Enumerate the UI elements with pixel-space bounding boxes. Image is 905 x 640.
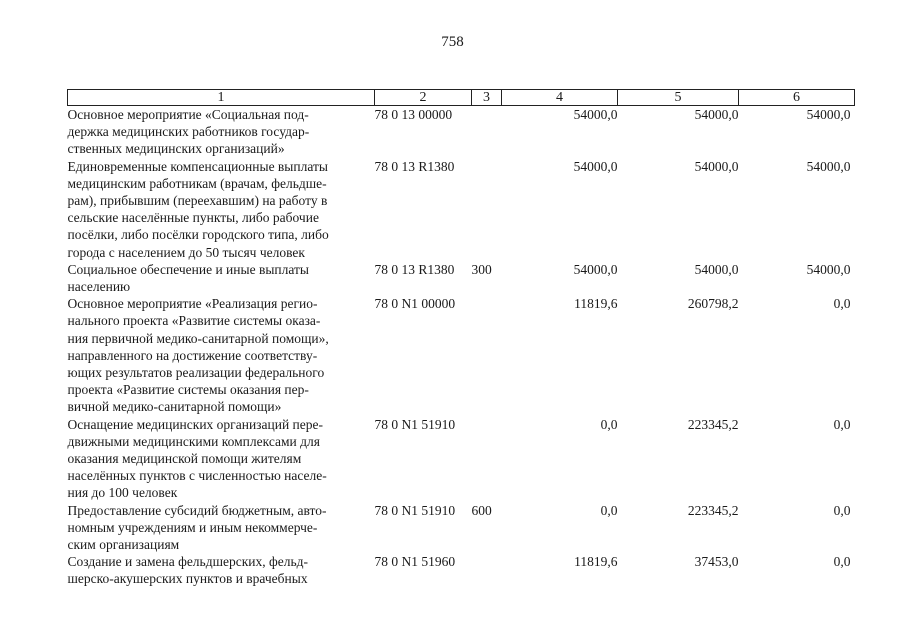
name-line: вичной медико-санитарной помощи» bbox=[67, 399, 282, 415]
row-value-2: 260798,2 bbox=[687, 296, 739, 312]
header-col-2: 2 bbox=[375, 90, 472, 106]
page-number: 758 bbox=[441, 34, 464, 50]
name-line: оказания медицинской помощи жителям bbox=[67, 451, 302, 467]
row-value-3: 0,0 bbox=[833, 416, 851, 432]
row-expense-type bbox=[472, 158, 502, 261]
row-name bbox=[68, 158, 375, 261]
row-value-1: 54000,0 bbox=[573, 107, 618, 122]
row-expense-type bbox=[472, 553, 502, 587]
row-value-1: 11819,6 bbox=[574, 554, 618, 570]
row-code: 78 0 13 00000 bbox=[374, 107, 453, 122]
row-value-2: 223345,2 bbox=[687, 502, 739, 518]
header-row bbox=[68, 90, 855, 106]
row-value-3: 54000,0 bbox=[806, 261, 851, 277]
row-expense-type: 300 bbox=[471, 261, 492, 277]
row-value-3: 0,0 bbox=[833, 554, 851, 570]
table-body bbox=[68, 106, 855, 588]
row-name bbox=[68, 295, 375, 415]
row-value-3: 0,0 bbox=[833, 502, 851, 518]
name-line: движными медицинскими комплексами для bbox=[67, 433, 320, 449]
name-line: сельские населённые пункты, либо рабочие bbox=[67, 210, 319, 226]
row-value-1: 54000,0 bbox=[573, 158, 618, 174]
row-value-1: 0,0 bbox=[600, 416, 618, 432]
row-name bbox=[68, 416, 375, 502]
name-line: ющих результатов реализации федерального bbox=[67, 365, 325, 381]
name-line: посёлки, либо посёлки городского типа, либо bbox=[67, 227, 329, 243]
header-col-4: 4 bbox=[502, 90, 618, 106]
row-value-1: 11819,6 bbox=[574, 296, 618, 312]
row-code: 78 0 N1 51910 bbox=[374, 502, 456, 518]
name-line: Социальное обеспечение и иные выплаты bbox=[67, 261, 309, 277]
table-row bbox=[68, 553, 855, 587]
row-code: 78 0 N1 51910 bbox=[374, 416, 456, 432]
name-line: ния до 100 человек bbox=[67, 485, 178, 501]
row-value-2: 223345,2 bbox=[687, 416, 739, 432]
header-col-1: 1 bbox=[68, 90, 375, 106]
header-col-3: 3 bbox=[472, 90, 502, 106]
name-line: медицинским работникам (врачам, фельдше- bbox=[67, 175, 327, 191]
name-line: Предоставление субсидий бюджетным, авто- bbox=[67, 502, 327, 518]
name-line: шерско-акушерских пунктов и врачебных bbox=[67, 571, 308, 587]
name-line: Оснащение медицинских организаций пере- bbox=[67, 416, 323, 432]
name-line: держка медицинских работников государ- bbox=[67, 124, 310, 140]
row-expense-type bbox=[472, 416, 502, 502]
name-line: населению bbox=[67, 279, 131, 295]
name-line: города с населением до 50 тысяч человек bbox=[67, 244, 305, 260]
table-row bbox=[68, 106, 855, 158]
row-expense-type bbox=[472, 295, 502, 415]
row-name bbox=[68, 502, 375, 554]
row-value-3: 54000,0 bbox=[806, 107, 851, 122]
row-name bbox=[68, 261, 375, 295]
name-line: направленного на достижение соответству- bbox=[67, 347, 318, 363]
header-col-5: 5 bbox=[618, 90, 739, 106]
header-col-6: 6 bbox=[739, 90, 855, 106]
row-value-2: 54000,0 bbox=[694, 158, 739, 174]
name-line: Основное мероприятие «Социальная под- bbox=[67, 107, 309, 122]
row-name bbox=[68, 106, 375, 158]
name-line: проекта «Развитие системы оказания пер- bbox=[67, 382, 309, 398]
name-line: Основное мероприятие «Реализация регио- bbox=[67, 296, 318, 312]
row-value-3: 0,0 bbox=[833, 296, 851, 312]
name-line: ским организациям bbox=[67, 537, 180, 553]
row-code: 78 0 N1 00000 bbox=[374, 296, 456, 312]
row-value-3: 54000,0 bbox=[806, 158, 851, 174]
row-code: 78 0 13 R1380 bbox=[374, 158, 455, 174]
row-expense-type bbox=[472, 106, 502, 158]
row-value-2: 37453,0 bbox=[694, 554, 739, 570]
name-line: номным учреждениям и иным некоммерче- bbox=[67, 519, 318, 535]
name-line: рам), прибывшим (переехавшим) на работу в bbox=[67, 193, 328, 209]
row-value-1: 54000,0 bbox=[573, 261, 618, 277]
budget-table bbox=[67, 89, 855, 588]
table-row bbox=[68, 261, 855, 295]
row-value-2: 54000,0 bbox=[694, 261, 739, 277]
table-row bbox=[68, 502, 855, 554]
row-code: 78 0 N1 51960 bbox=[374, 554, 456, 570]
name-line: ственных медицинских организаций» bbox=[67, 141, 285, 157]
name-line: ния первичной медико-санитарной помощи», bbox=[67, 330, 329, 346]
row-name bbox=[68, 553, 375, 587]
table-header bbox=[68, 90, 855, 106]
table-row bbox=[68, 416, 855, 502]
name-line: Создание и замена фельдшерских, фельд- bbox=[67, 554, 308, 570]
name-line: Единовременные компенсационные выплаты bbox=[67, 158, 328, 174]
row-value-1: 0,0 bbox=[600, 502, 618, 518]
name-line: населённых пунктов с численностью населе- bbox=[67, 468, 327, 484]
row-value-2: 54000,0 bbox=[694, 107, 739, 122]
table-row bbox=[68, 158, 855, 261]
row-expense-type: 600 bbox=[471, 502, 492, 518]
row-code: 78 0 13 R1380 bbox=[374, 261, 455, 277]
name-line: нального проекта «Развитие системы оказа- bbox=[67, 313, 321, 329]
table-row bbox=[68, 295, 855, 415]
